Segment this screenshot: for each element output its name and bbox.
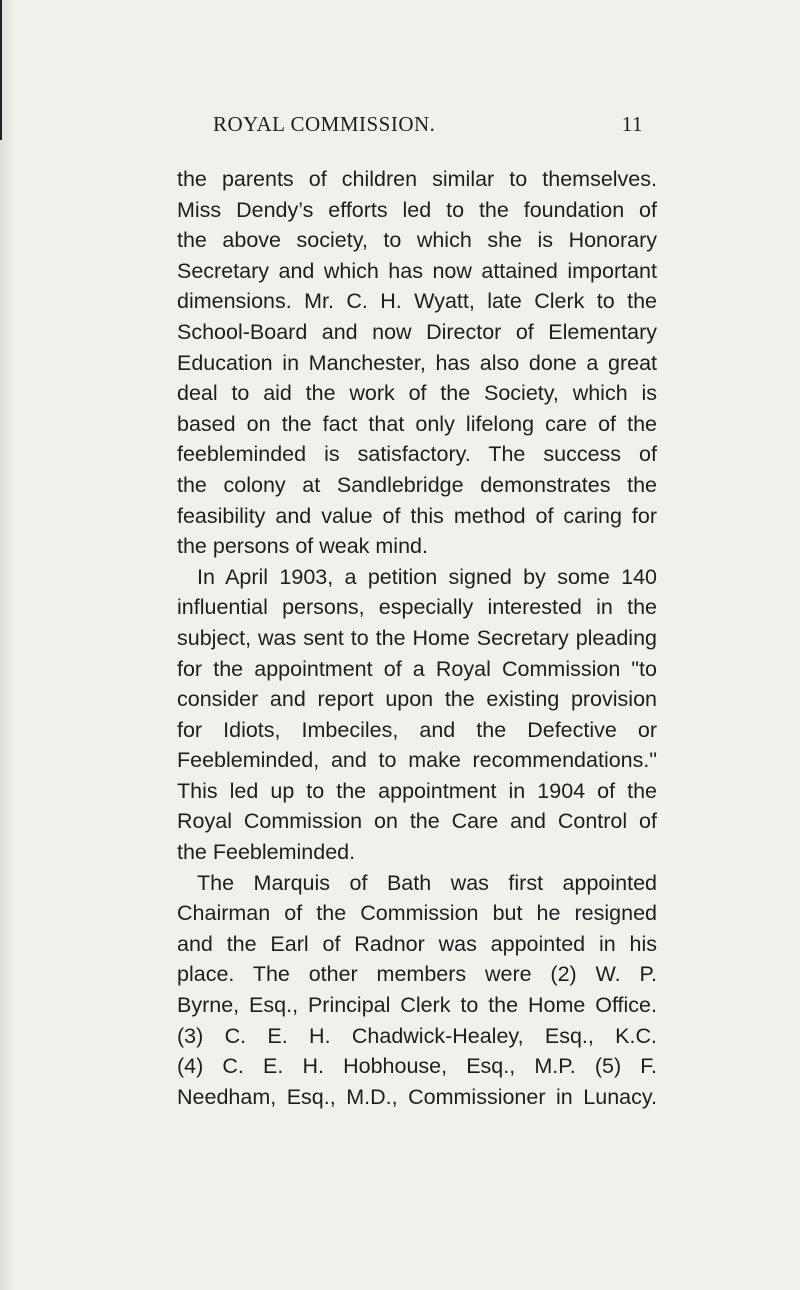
page-edge-line: [0, 0, 6, 140]
body-text: [177, 164, 657, 1112]
text-line: subject, was sent to the Home Secretary pleading: [177, 625, 657, 650]
text-line: for Idiots, Imbeciles, and the Defective or: [177, 717, 657, 742]
text-line: dimensions. Mr. C. H. Wyatt, late Clerk to the: [177, 289, 657, 314]
text-line: feasibility and value of this method of caring for: [177, 503, 657, 528]
text-line: the Feebleminded.: [177, 840, 356, 865]
running-header: [213, 112, 643, 142]
text-line: Needham, Esq., M.D., Commissioner in Lunacy.: [177, 1084, 657, 1109]
page-number: 11: [621, 112, 643, 136]
text-line: Miss Dendy’s efforts led to the foundation of: [177, 197, 657, 222]
text-line: for the appointment of a Royal Commission "to: [177, 656, 657, 681]
text-line: In April 1903, a petition signed by some 140: [197, 564, 657, 589]
page-fold-shadow: [0, 0, 16, 1290]
text-line: Byrne, Esq., Principal Clerk to the Home Office.: [177, 993, 657, 1018]
text-line: (4) C. E. H. Hobhouse, Esq., M.P. (5) F.: [177, 1054, 657, 1079]
text-line: based on the fact that only lifelong care of the: [177, 411, 657, 436]
text-line: the persons of weak mind.: [177, 534, 428, 559]
text-line: Education in Manchester, has also done a great: [177, 350, 657, 375]
text-line: Chairman of the Commission but he resigned: [177, 901, 657, 926]
text-line: the parents of children similar to themselves.: [177, 167, 657, 191]
text-line: This led up to the appointment in 1904 of the: [177, 778, 657, 803]
text-line: feebleminded is satisfactory. The success of: [177, 442, 657, 467]
text-line: Secretary and which has now attained important: [177, 258, 657, 283]
text-line: influential persons, especially interested in the: [177, 595, 657, 620]
text-line: (3) C. E. H. Chadwick-Healey, Esq., K.C.: [177, 1023, 657, 1048]
running-title: ROYAL COMMISSION.: [213, 112, 436, 136]
text-line: the above society, to which she is Honorary: [177, 228, 657, 253]
text-line: consider and report upon the existing provision: [177, 687, 657, 712]
text-line: Feebleminded, and to make recommendations.": [177, 748, 657, 773]
text-line: place. The other members were (2) W. P.: [177, 962, 657, 987]
text-line: deal to aid the work of the Society, which is: [177, 381, 657, 406]
text-line: Royal Commission on the Care and Control of: [177, 809, 657, 834]
text-line: The Marquis of Bath was first appointed: [197, 870, 657, 895]
text-line: and the Earl of Radnor was appointed in his: [177, 931, 657, 956]
text-line: the colony at Sandlebridge demonstrates the: [177, 472, 657, 497]
text-line: School-Board and now Director of Elementary: [177, 319, 657, 344]
